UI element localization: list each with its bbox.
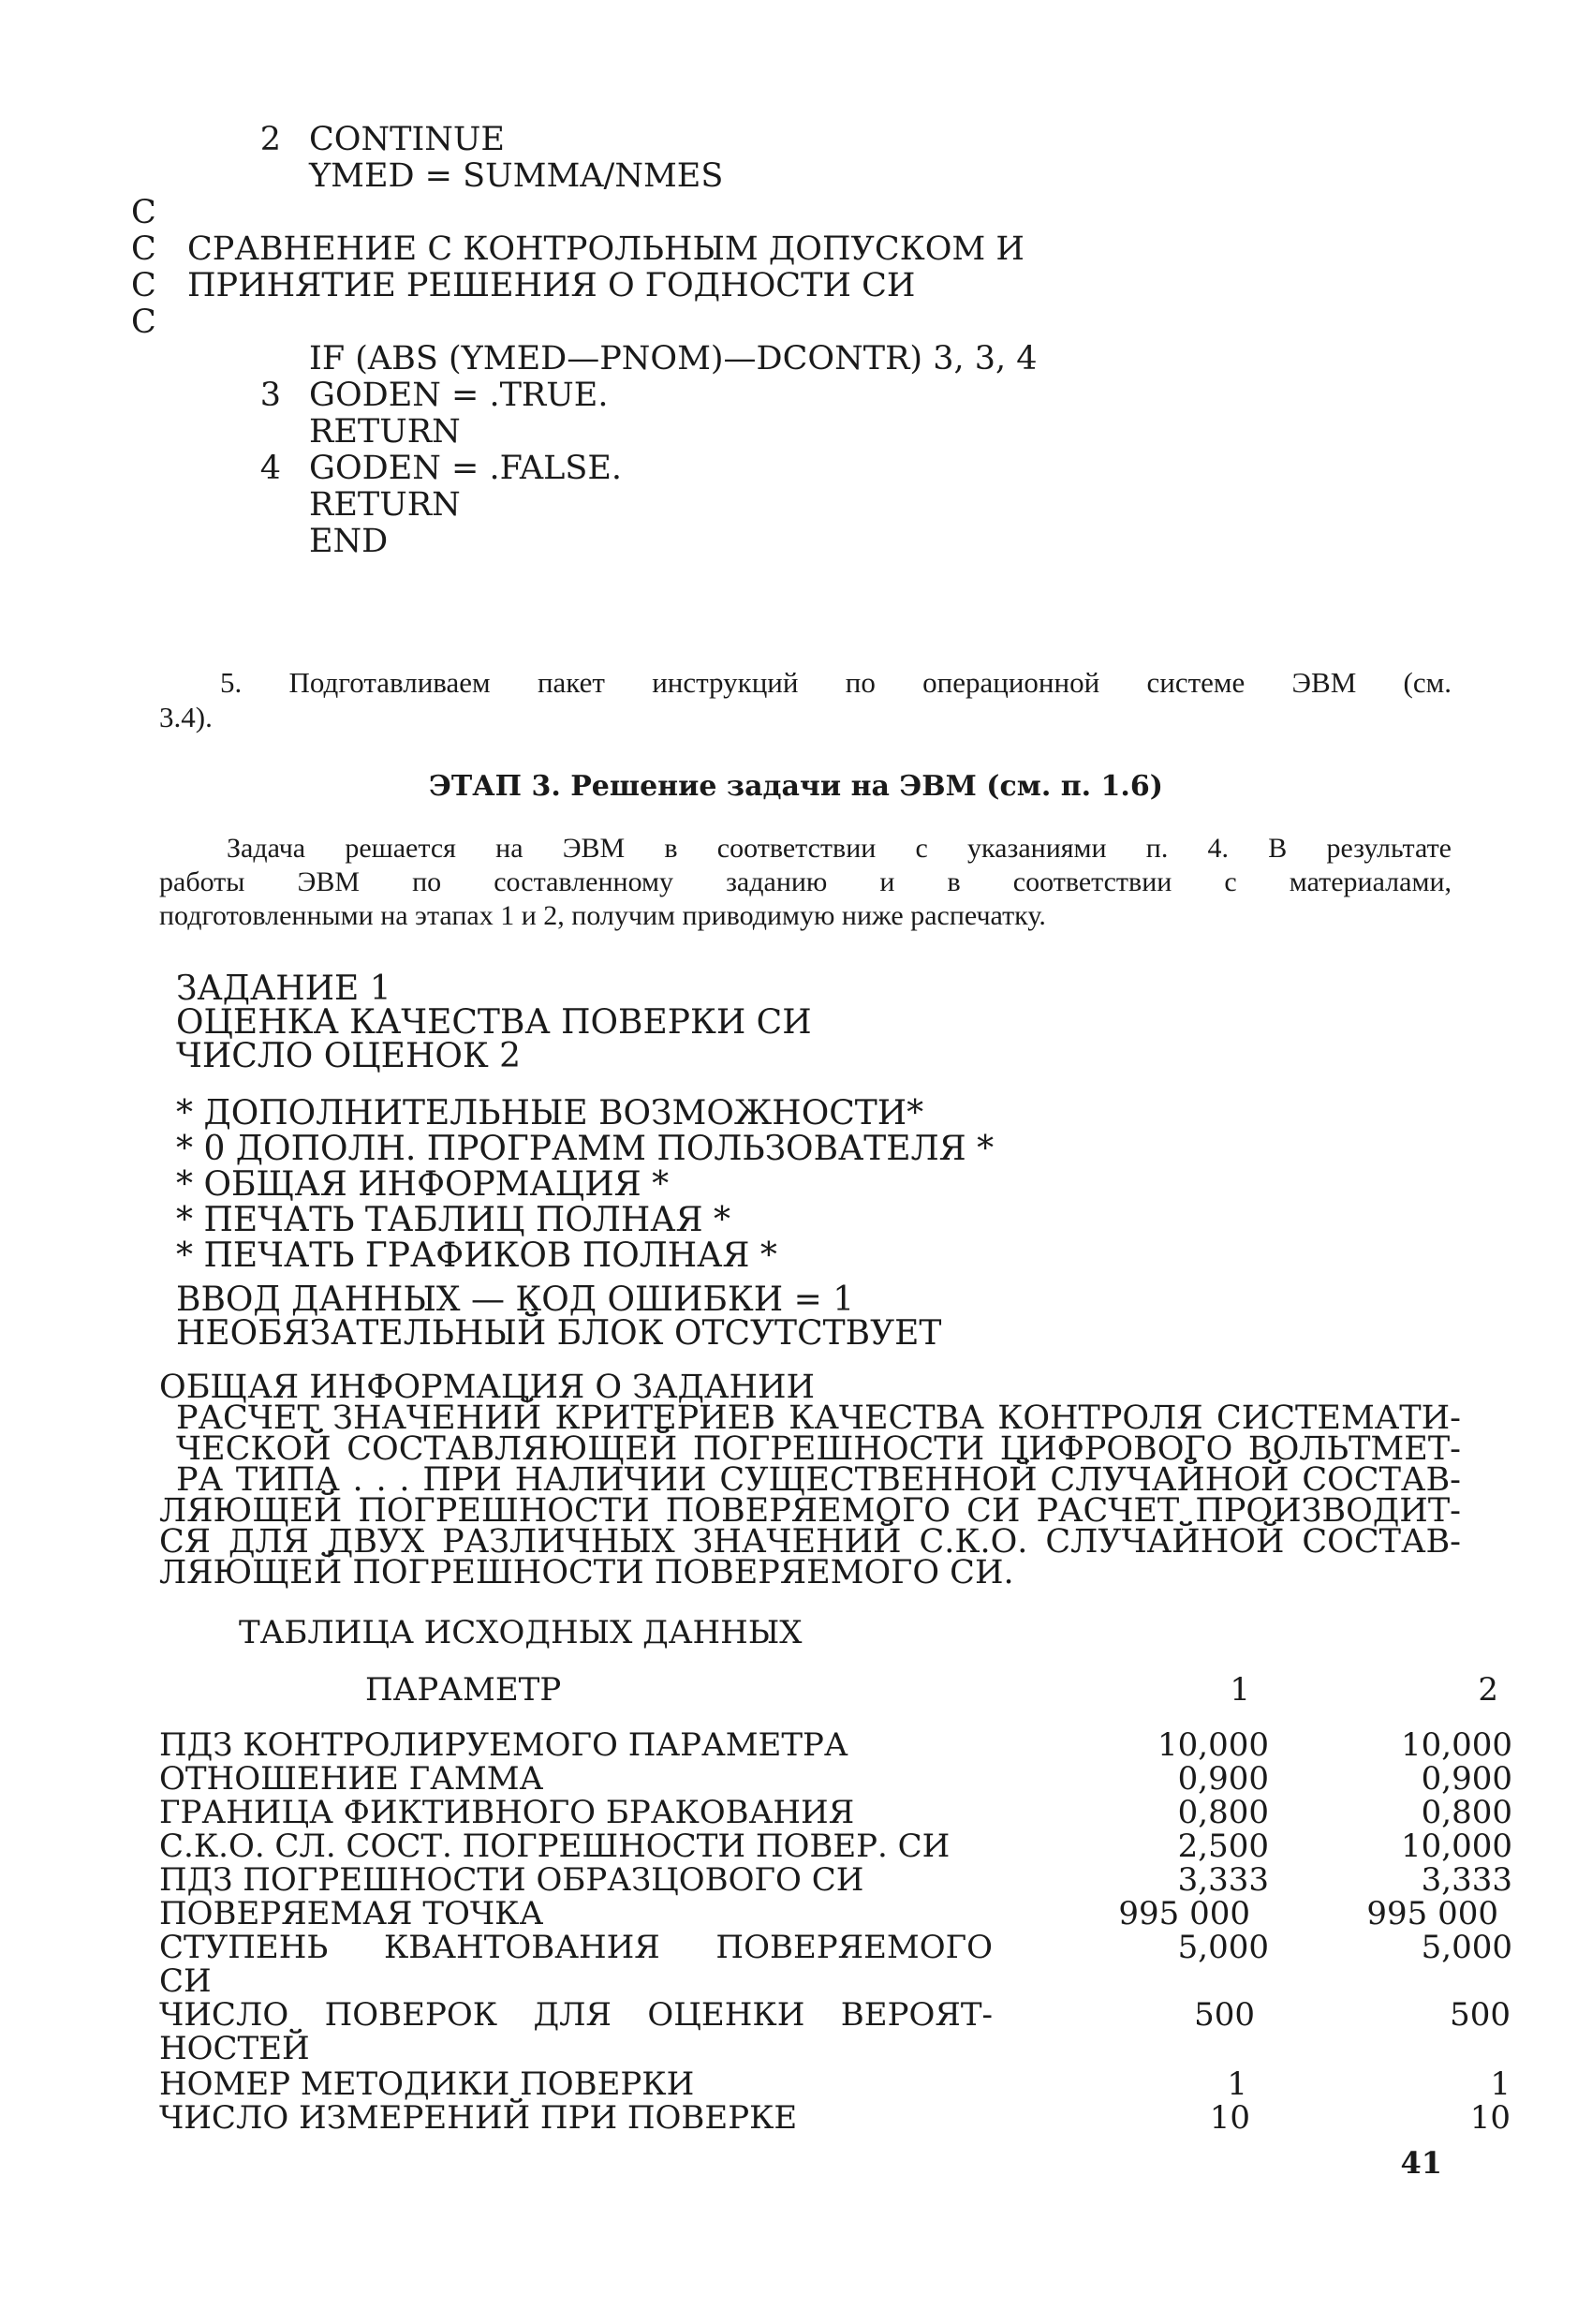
table-header-col2: 2 xyxy=(1478,1671,1498,1709)
statement-label: 2 xyxy=(259,121,281,158)
section-heading: ЭТАП 3. Решение задачи на ЭВМ (см. п. 1.6) xyxy=(429,770,1163,803)
printout-options-block xyxy=(176,1096,994,1274)
row-value-2: 10 xyxy=(1469,2099,1511,2137)
stage-paragraph xyxy=(159,832,1452,933)
info-line: ЧЕСКОЙ СОСТАВЛЯЮЩЕЙ ПОГРЕШНОСТИ ЦИФРОВОГО ВОЛЬТМЕТ- xyxy=(176,1430,1461,1468)
table-title: ТАБЛИЦА ИСХОДНЫХ ДАННЫХ xyxy=(239,1614,803,1651)
printout-line: НЕОБЯЗАТЕЛЬНЫЙ БЛОК ОТСУТСТВУЕТ xyxy=(176,1314,942,1353)
printout-info-block xyxy=(159,1369,1461,1591)
info-line: РАСЧЕТ ЗНАЧЕНИЙ КРИТЕРИЕВ КАЧЕСТВА КОНТРОЛЯ СИСТЕМАТИ- xyxy=(176,1399,1461,1437)
row-param: ЧИСЛО ИЗМЕРЕНИЙ ПРИ ПОВЕРКЕ xyxy=(159,2099,798,2137)
info-line: ЛЯЮЩЕЙ ПОГРЕШНОСТИ ПОВЕРЯЕМОГО СИ. xyxy=(159,1554,1014,1591)
row-value-2: 1 xyxy=(1490,2065,1511,2103)
printout-task-block xyxy=(176,972,812,1073)
comment-line xyxy=(131,268,1038,304)
comment-line xyxy=(131,195,1038,231)
row-value-2: 10,000 xyxy=(1401,1828,1512,1865)
code-line xyxy=(131,487,1038,524)
row-value-2: 995 000 xyxy=(1366,1895,1498,1932)
row-value-1: 10,000 xyxy=(1157,1726,1269,1764)
comment-marker: C xyxy=(131,267,156,304)
comment-line xyxy=(131,231,1038,268)
code-line xyxy=(131,451,1038,487)
row-value-2: 5,000 xyxy=(1421,1929,1512,1966)
code-text: GODEN = .FALSE. xyxy=(309,450,623,487)
paragraph-line: Задача решается на ЭВМ в соответствии с указаниями п. 4. В результате xyxy=(227,833,1452,864)
row-param: ПОВЕРЯЕМАЯ ТОЧКА xyxy=(159,1895,544,1932)
row-value-2: 10,000 xyxy=(1401,1726,1512,1764)
row-value-1: 3,333 xyxy=(1177,1861,1269,1899)
printout-line: * ПЕЧАТЬ ТАБЛИЦ ПОЛНАЯ * xyxy=(176,1201,731,1239)
table-header-param: ПАРАМЕТР xyxy=(365,1671,562,1709)
printout-line: ЗАДАНИЕ 1 xyxy=(176,970,391,1008)
row-value-1: 500 xyxy=(1194,1996,1255,2034)
comment-marker: C xyxy=(131,194,156,231)
code-listing xyxy=(131,122,1038,560)
row-value-2: 0,800 xyxy=(1421,1794,1512,1831)
info-line: ЛЯЮЩЕЙ ПОГРЕШНОСТИ ПОВЕРЯЕМОГО СИ РАСЧЕТ ПРОИЗВОДИТ- xyxy=(159,1492,1461,1530)
row-value-2: 3,333 xyxy=(1421,1861,1512,1899)
printout-line: * 0 ДОПОЛН. ПРОГРАММ ПОЛЬЗОВАТЕЛЯ * xyxy=(176,1130,995,1168)
paragraph-line: работы ЭВМ по составленному заданию и в соответствии с материалами, xyxy=(159,866,1452,897)
row-param: ПДЗ ПОГРЕШНОСТИ ОБРАЗЦОВОГО СИ xyxy=(159,1861,864,1899)
code-text: RETURN xyxy=(309,413,461,451)
code-line xyxy=(131,414,1038,451)
row-value-1: 2,500 xyxy=(1177,1828,1269,1865)
row-value-1: 1 xyxy=(1227,2065,1247,2103)
code-line xyxy=(131,122,1038,158)
row-value-2: 0,900 xyxy=(1421,1760,1512,1798)
printout-line: ОЦЕНКА КАЧЕСТВА ПОВЕРКИ СИ xyxy=(176,1003,812,1042)
code-line xyxy=(131,158,1038,195)
printout-line: ЧИСЛО ОЦЕНОК 2 xyxy=(176,1037,522,1075)
comment-text: СРАВНЕНИЕ С КОНТРОЛЬНЫМ ДОПУСКОМ И xyxy=(187,230,1024,268)
row-param: НОМЕР МЕТОДИКИ ПОВЕРКИ xyxy=(159,2065,695,2103)
row-param: СТУПЕНЬ КВАНТОВАНИЯ ПОВЕРЯЕМОГО xyxy=(159,1929,993,1966)
code-text: RETURN xyxy=(309,486,461,524)
paragraph-line: 5. Подготавливаем пакет инструкций по операционной системе ЭВМ (см. xyxy=(220,666,1452,699)
code-text: END xyxy=(309,523,389,560)
row-value-2: 500 xyxy=(1450,1996,1511,2034)
paragraph-line: подготовленными на этапах 1 и 2, получим приводимую ниже распечатку. xyxy=(159,900,1046,931)
printout-line: * ОБЩАЯ ИНФОРМАЦИЯ * xyxy=(176,1165,670,1204)
row-param-continuation: НОСТЕЙ xyxy=(159,2030,310,2067)
statement-label: 4 xyxy=(259,450,281,487)
page-number: 41 xyxy=(1400,2145,1442,2181)
row-value-1: 0,800 xyxy=(1177,1794,1269,1831)
printout-line: * ДОПОЛНИТЕЛЬНЫЕ ВОЗМОЖНОСТИ* xyxy=(176,1094,924,1132)
comment-text: ПРИНЯТИЕ РЕШЕНИЯ О ГОДНОСТИ СИ xyxy=(187,267,916,304)
row-param: ПДЗ КОНТРОЛИРУЕМОГО ПАРАМЕТРА xyxy=(159,1726,848,1764)
info-title: ОБЩАЯ ИНФОРМАЦИЯ О ЗАДАНИИ xyxy=(159,1369,816,1406)
comment-marker: C xyxy=(131,230,156,268)
row-param: С.К.О. СЛ. СОСТ. ПОГРЕШНОСТИ ПОВЕР. СИ xyxy=(159,1828,951,1865)
code-text: CONTINUE xyxy=(309,121,505,158)
row-param: ГРАНИЦА ФИКТИВНОГО БРАКОВАНИЯ xyxy=(159,1794,855,1831)
row-param: ЧИСЛО ПОВЕРОК ДЛЯ ОЦЕНКИ ВЕРОЯТ- xyxy=(159,1996,993,2034)
code-text: YMED = SUMMA/NMES xyxy=(309,157,724,195)
code-line xyxy=(131,524,1038,560)
printout-line: ВВОД ДАННЫХ — КОД ОШИБКИ = 1 xyxy=(176,1280,855,1319)
row-value-1: 5,000 xyxy=(1177,1929,1269,1966)
row-param-continuation: СИ xyxy=(159,1962,212,2000)
code-text: IF (ABS (YMED—PNOM)—DCONTR) 3, 3, 4 xyxy=(309,340,1038,377)
comment-marker: C xyxy=(131,303,156,341)
code-line xyxy=(131,341,1038,377)
statement-label: 3 xyxy=(259,377,281,414)
code-text: GODEN = .TRUE. xyxy=(309,377,609,414)
comment-line xyxy=(131,304,1038,341)
row-value-1: 0,900 xyxy=(1177,1760,1269,1798)
printout-line: * ПЕЧАТЬ ГРАФИКОВ ПОЛНАЯ * xyxy=(176,1236,777,1275)
info-line: СЯ ДЛЯ ДВУХ РАЗЛИЧНЫХ ЗНАЧЕНИЙ С.К.О. СЛУЧАЙНОЙ СОСТАВ- xyxy=(159,1523,1461,1561)
code-line xyxy=(131,377,1038,414)
paragraph-line: 3.4). xyxy=(159,701,213,733)
table-header-col1: 1 xyxy=(1230,1671,1250,1709)
printout-input-block xyxy=(176,1280,942,1353)
row-value-1: 995 000 xyxy=(1118,1895,1250,1932)
paragraph-5 xyxy=(159,665,1452,734)
row-value-1: 10 xyxy=(1209,2099,1250,2137)
row-param: ОТНОШЕНИЕ ГАММА xyxy=(159,1760,544,1798)
info-line: РА ТИПА . . . ПРИ НАЛИЧИИ СУЩЕСТВЕННОЙ СЛУЧАЙНОЙ СОСТАВ- xyxy=(176,1461,1461,1499)
